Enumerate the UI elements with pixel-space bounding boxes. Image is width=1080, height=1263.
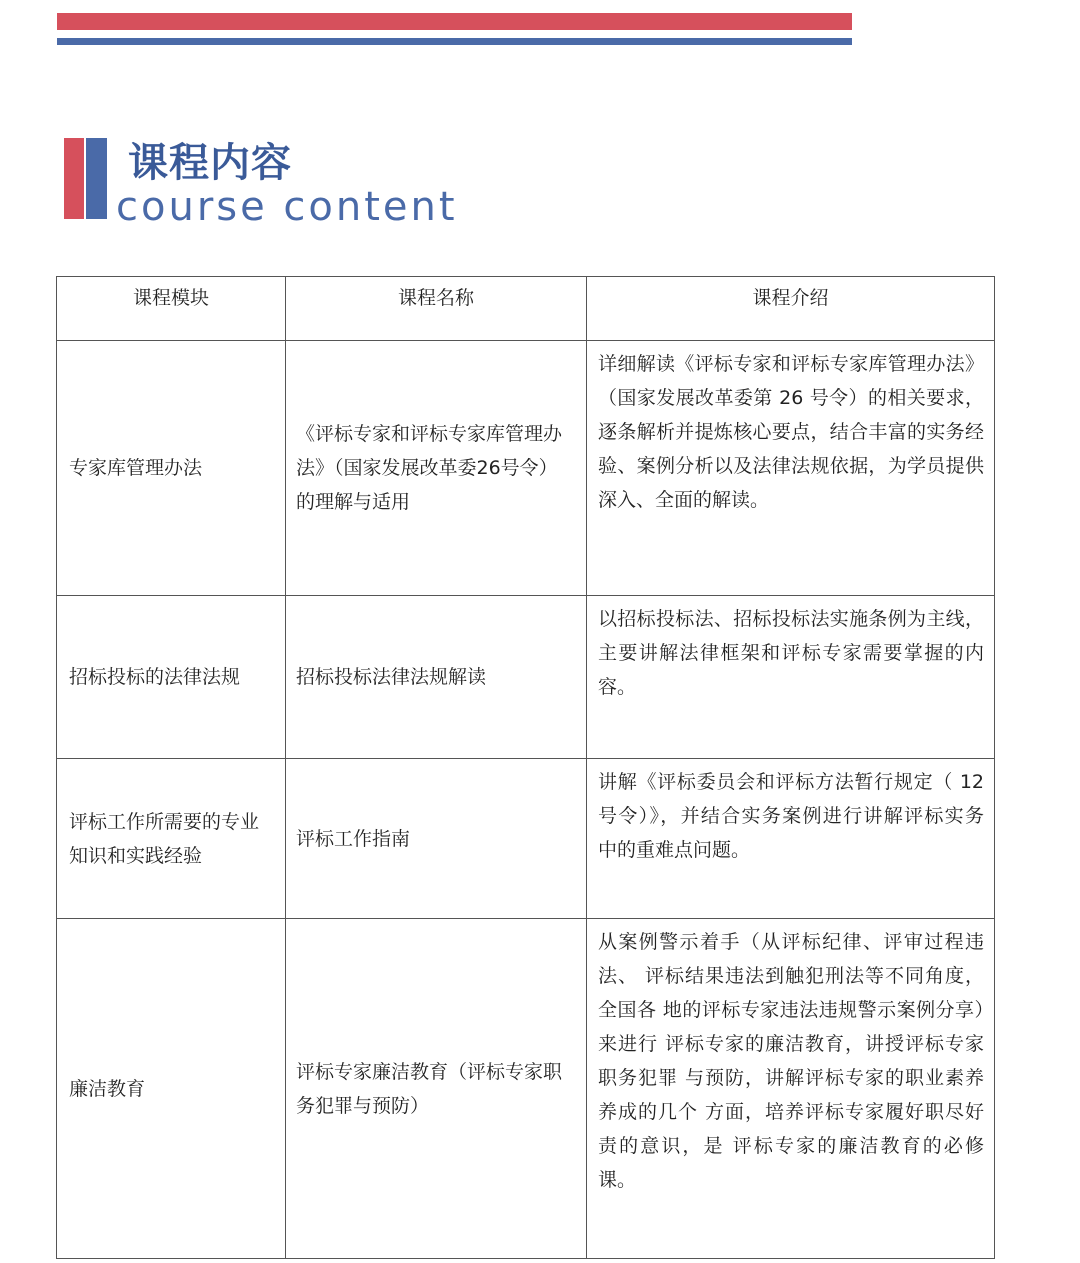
table-row [57,759,995,919]
section-title: 课程内容 [128,140,292,186]
section-marker-red [64,138,84,219]
cell-intro: 以招标投标法、招标投标法实施条例为主线， 主要讲解法律框架和评标专家需要掌握的内 容。 [587,596,995,759]
course-table [56,276,995,1259]
cell-intro: 详细解读《评标专家和评标专家库管理办法》 （国家发展改革委第 26 号令）的相关要求， 逐条解析并提炼核心要点，结合丰富的实务经 验、案例分析以及法律法规依据，为学员提供 深入、全面的解读。 [587,341,995,596]
cell-module: 廉洁教育 [57,919,286,1259]
section-marker-blue [86,138,107,219]
cell-course-name: 《评标专家和评标专家库管理办 法》（国家发展改革委26号令） 的理解与适用 [286,341,587,596]
cell-course-name: 评标专家廉洁教育（评标专家职 务犯罪与预防） [286,919,587,1259]
header-name: 课程名称 [286,277,587,341]
header-module: 课程模块 [57,277,286,341]
top-decor-bar-blue [57,38,852,45]
cell-intro: 讲解《评标委员会和评标方法暂行规定（ 12 号令）》，并结合实务案例进行讲解评标实务 中的重难点问题。 [587,759,995,919]
header-intro: 课程介绍 [587,277,995,341]
section-subtitle: course content [116,184,458,230]
cell-intro: 从案例警示着手（从评标纪律、评审过程违法、 评标结果违法到触犯刑法等不同角度，全国各 地的评标专家违法违规警示案例分享）来进行 评标专家的廉洁教育，讲授评标专家职务犯罪 与预防，讲解评标专家的职业素养养成的几个 方面，培养评标专家履好职尽好责的意识，是 评标专家的廉洁教育的必修课。 [587,919,995,1259]
cell-course-name: 招标投标法律法规解读 [286,596,587,759]
cell-module: 评标工作所需要的专业 知识和实践经验 [57,759,286,919]
table-row [57,341,995,596]
cell-module: 专家库管理办法 [57,341,286,596]
table-row [57,596,995,759]
cell-course-name: 评标工作指南 [286,759,587,919]
table-header-row [57,277,995,341]
cell-module: 招标投标的法律法规 [57,596,286,759]
top-decor-bar-red [57,13,852,30]
table-row [57,919,995,1259]
